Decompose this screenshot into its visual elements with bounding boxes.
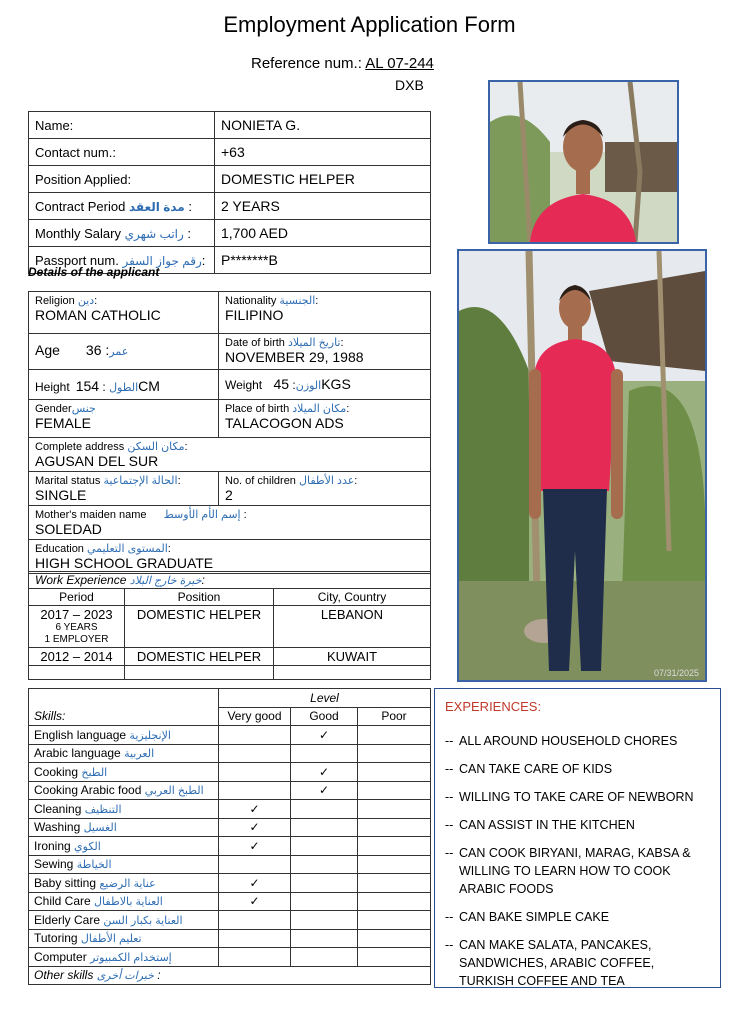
table-row: Elderly Care العناية بكبار السن	[29, 911, 431, 930]
skill-poor-mark	[358, 892, 431, 911]
pob-cell: Place of birth مكان الميلاد: TALACOGON ADS	[219, 400, 431, 438]
contract-label: Contract Period مدة العقد :	[29, 193, 215, 220]
skill-poor-mark	[358, 726, 431, 745]
skill-poor-mark	[358, 781, 431, 800]
contact-label: Contact num.:	[29, 139, 215, 166]
gender-value: FEMALE	[35, 415, 92, 431]
skill-good-mark: ✓	[291, 781, 358, 800]
table-row: English language الإنجليزية ✓	[29, 726, 431, 745]
skill-poor-mark	[358, 874, 431, 893]
skill-good-mark	[291, 948, 358, 967]
skill-poor-mark	[358, 948, 431, 967]
table-row: Washing الغسيل ✓	[29, 818, 431, 837]
education-value: HIGH SCHOOL GRADUATE	[35, 555, 214, 571]
col-position: Position	[125, 589, 274, 606]
skill-good-mark: ✓	[291, 726, 358, 745]
nationality-cell: Nationality الجنسية: FILIPINO	[219, 292, 431, 334]
skills-title: Skills:	[29, 689, 219, 726]
table-row: Child Care العناية بالاطفال ✓	[29, 892, 431, 911]
list-item: -- CAN BAKE SIMPLE CAKE	[445, 910, 610, 924]
skill-very-good-mark	[219, 781, 291, 800]
table-row: Sewing الخياطة	[29, 855, 431, 874]
work-experience-table	[28, 571, 431, 680]
name-value: NONIETA G.	[215, 112, 431, 139]
skill-very-good-mark: ✓	[219, 818, 291, 837]
list-item: -- WILLING TO TAKE CARE OF NEWBORN	[445, 790, 694, 804]
skill-good-mark	[291, 929, 358, 948]
religion-cell: Religion دين: ROMAN CATHOLIC	[29, 292, 219, 334]
list-item: -- CAN ASSIST IN THE KITCHEN	[445, 818, 635, 832]
experiences-title: EXPERIENCES:	[445, 699, 542, 714]
skill-good-mark	[291, 800, 358, 819]
col-city: City, Country	[274, 589, 431, 606]
other-skills: Other skills خبرات أخرى :	[29, 966, 431, 985]
details-table	[28, 291, 431, 574]
skill-very-good-mark: ✓	[219, 800, 291, 819]
skill-good-mark	[291, 911, 358, 930]
col-period: Period	[29, 589, 125, 606]
table-row: Cooking Arabic food الطبخ العربي ✓	[29, 781, 431, 800]
photo-date: 07/31/2025	[653, 668, 699, 678]
level-header: Level	[219, 689, 431, 708]
list-item: -- CAN TAKE CARE OF KIDS	[445, 762, 613, 776]
office-code: DXB	[395, 77, 424, 93]
skill-poor-mark	[358, 855, 431, 874]
skill-poor-mark	[358, 929, 431, 948]
passport-value: P*******B	[215, 247, 431, 274]
experiences-box	[434, 688, 721, 988]
skill-good-mark	[291, 744, 358, 763]
weight-value: 45KGS	[273, 376, 351, 392]
skill-good-mark	[291, 837, 358, 856]
address-cell: Complete address مكان السكن: AGUSAN DEL SUR	[29, 438, 431, 472]
name-label: Name:	[29, 112, 215, 139]
table-row: Cleaning التنظيف ✓	[29, 800, 431, 819]
children-value: 2	[225, 487, 233, 503]
skill-poor-mark	[358, 800, 431, 819]
reference-value: AL 07-244	[365, 55, 434, 72]
skill-very-good-mark	[219, 948, 291, 967]
position-label: Position Applied:	[29, 166, 215, 193]
skill-poor-mark	[358, 911, 431, 930]
skill-very-good-mark	[219, 929, 291, 948]
skills-table	[28, 688, 431, 985]
table-row: Computer إستخدام الكمبيوتر	[29, 948, 431, 967]
nationality-value: FILIPINO	[225, 307, 284, 323]
maiden-value: SOLEDAD	[35, 521, 102, 537]
skill-good-mark	[291, 892, 358, 911]
pob-value: TALACOGON ADS	[225, 415, 344, 431]
dob-value: NOVEMBER 29, 1988	[225, 349, 364, 365]
contract-value: 2 YEARS	[215, 193, 431, 220]
skill-very-good-mark	[219, 855, 291, 874]
skill-good-mark: ✓	[291, 763, 358, 782]
skill-very-good-mark	[219, 726, 291, 745]
work-title: Work Experience خبرة خارج البلاد:	[29, 572, 431, 589]
skill-poor-mark	[358, 837, 431, 856]
skill-very-good-mark	[219, 911, 291, 930]
religion-value: ROMAN CATHOLIC	[35, 307, 161, 323]
skill-poor-mark	[358, 763, 431, 782]
basic-info-table	[28, 111, 431, 274]
skill-good-mark	[291, 855, 358, 874]
applicant-full-body-photo	[457, 249, 707, 682]
table-row: Tutoring تعليم الأطفال	[29, 929, 431, 948]
col-poor: Poor	[358, 707, 431, 726]
table-row: Cooking الطبخ ✓	[29, 763, 431, 782]
skill-very-good-mark: ✓	[219, 837, 291, 856]
col-very-good: Very good	[219, 707, 291, 726]
applicant-portrait-photo	[488, 80, 679, 244]
salary-value: 1,700 AED	[215, 220, 431, 247]
dob-cell: Date of birth تاريخ الميلاد: NOVEMBER 29, 1988	[219, 334, 431, 370]
skill-good-mark	[291, 874, 358, 893]
experiences-list	[445, 732, 710, 990]
table-row: Baby sitting عناية الرضيع ✓	[29, 874, 431, 893]
marital-value: SINGLE	[35, 487, 87, 503]
skill-very-good-mark	[219, 744, 291, 763]
position-value: DOMESTIC HELPER	[215, 166, 431, 193]
age-value: 36	[85, 342, 102, 358]
height-cell: Height الطول : 154CM	[29, 370, 219, 400]
weight-cell: Weight الوزن: 45KGS	[219, 370, 431, 400]
contact-value: +63	[215, 139, 431, 166]
children-cell: No. of children عدد الأطفال: 2	[219, 472, 431, 506]
list-item: -- CAN MAKE SALATA, PANCAKES, SANDWICHES, ARABIC COFFEE, TURKISH COFFEE AND TEA	[445, 938, 655, 988]
skill-good-mark	[291, 818, 358, 837]
height-value: 154CM	[75, 378, 160, 394]
salary-label: Monthly Salary راتب شهري :	[29, 220, 215, 247]
age-cell: Age عمر: 36	[29, 334, 219, 370]
address-value: AGUSAN DEL SUR	[35, 453, 159, 469]
details-title: Details of the applicant	[28, 265, 160, 279]
table-row: Ironing الكوي ✓	[29, 837, 431, 856]
marital-cell: Marital status الحالة الإجتماعية: SINGLE	[29, 472, 219, 506]
gender-cell: Genderجنس FEMALE	[29, 400, 219, 438]
skill-very-good-mark: ✓	[219, 874, 291, 893]
table-row: 2017 – 2023 6 YEARS 1 EMPLOYER DOMESTIC HELPER LEBANON	[29, 606, 431, 648]
skill-poor-mark	[358, 744, 431, 763]
maiden-cell: Mother's maiden name إسم الأم الأوسط : SOLEDAD	[29, 506, 431, 540]
table-row: Arabic language العربية	[29, 744, 431, 763]
education-cell: Education المستوى التعليمي: HIGH SCHOOL GRADUATE	[29, 540, 431, 574]
form-title: Employment Application Form	[223, 12, 516, 37]
table-row: 2012 – 2014 DOMESTIC HELPER KUWAIT	[29, 648, 431, 666]
skill-very-good-mark: ✓	[219, 892, 291, 911]
skill-poor-mark	[358, 818, 431, 837]
skill-very-good-mark	[219, 763, 291, 782]
col-good: Good	[291, 707, 358, 726]
passport-label: Passport num. رقم جواز السفر:	[29, 247, 215, 274]
list-item: -- CAN COOK BIRYANI, MARAG, KABSA & WILLING TO LEARN HOW TO COOK ARABIC FOODS	[445, 846, 691, 896]
reference-number: Reference num.: AL 07-244	[251, 55, 434, 72]
list-item: -- ALL AROUND HOUSEHOLD CHORES	[445, 734, 678, 748]
